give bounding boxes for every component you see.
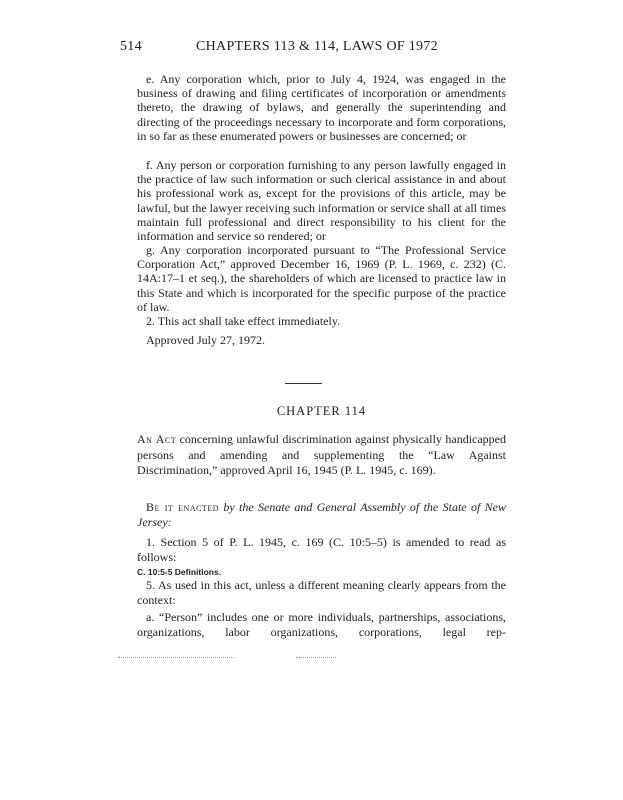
enacting-lead: Be it enacted	[146, 500, 219, 514]
scan-artifact-right	[296, 657, 336, 658]
running-header	[120, 39, 506, 57]
act-lead: An Act	[137, 432, 177, 446]
act-title-text: concerning unlawful discrimination against physically handicapped persons and amending and supplementing the “Law Against Discrimination,” approved April 16, 1945 (P. L. 1945, c. 169).	[137, 432, 507, 477]
running-title: CHAPTERS 113 & 114, LAWS OF 1972	[196, 39, 438, 54]
section-1: 1. Section 5 of P. L. 1945, c. 169 (C. 10:5–5) is amended to read as follows:	[137, 535, 506, 564]
section-2: 2. This act shall take effect immediately.	[146, 314, 341, 328]
act-title	[137, 432, 506, 479]
page-number: 514	[120, 39, 142, 54]
scan-artifact-left	[118, 657, 234, 658]
enacting-clause	[137, 500, 506, 529]
chapter-separator-rule	[285, 383, 322, 384]
definition-a: a. “Person” includes one or more individuals, partnerships, associations, organizations, labor organizations, corporations, legal rep-	[137, 610, 506, 639]
paragraph-e: e. Any corporation which, prior to July 4, 1924, was engaged in the business of drawing and filing certificates of incorporation or amendments thereto, the drawing of bylaws, and generally the superintending and directing of the proceedings necessary to incorporate and form corporations, in so far as these enumerated powers or businesses are concerned; or	[137, 72, 506, 143]
paragraph-g: g. Any corporation incorporated pursuant to “The Professional Service Corporation Act,” approved December 16, 1969 (P. L. 1969, c. 232) (C. 14A:17–1 et seq.), the shareholders of which are licensed to practice law in this State and which is incorporated for the specific purpose of the practice of law.	[137, 243, 506, 314]
paragraph-f: f. Any person or corporation furnishing to any person lawfully engaged in the practice of law such information or such clerical assistance in and about his professional work as, except for the provisions of this article, may be lawful, but the lawyer receiving such information or service shall at all times maintain full professional and direct responsibility to his client for the information and service so rendered; or	[137, 158, 506, 244]
section-side-note: C. 10:5-5 Definitions.	[137, 567, 222, 577]
enacting-text: by the Senate and General Assembly of the State of New Jersey:	[137, 500, 506, 529]
section-5: 5. As used in this act, unless a different meaning clearly appears from the context:	[137, 578, 506, 607]
chapter-heading: CHAPTER 114	[276, 404, 367, 418]
approval-date: Approved July 27, 1972.	[146, 333, 265, 347]
